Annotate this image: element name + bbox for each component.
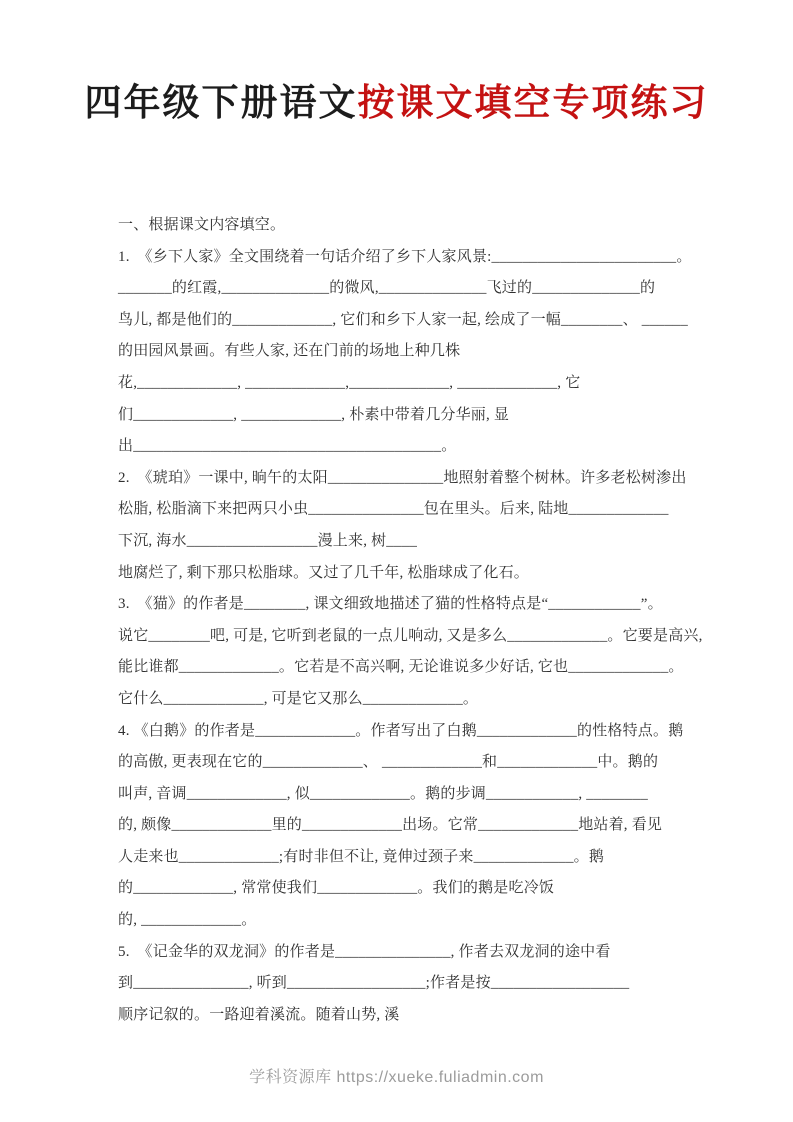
worksheet-line-14: 能比谁都_____________。它若是不高兴啊, 无论谁说多少好话, 它也_____________。: [118, 659, 684, 676]
worksheet-line-12: 3. 《猫》的作者是________, 课文细致地描述了猫的性格特点是“____________”。: [118, 596, 663, 613]
worksheet-line-19: 的, 颇像_____________里的_____________出场。它常_____________地站着, 看见: [118, 817, 663, 834]
worksheet-line-5: 花,_____________, _____________,_____________, _____________, 它: [118, 374, 581, 391]
worksheet-line-6: 们_____________, _____________, 朴素中带着几分华丽, 显: [118, 406, 510, 423]
worksheet-line-13: 说它________吧, 可是, 它听到老鼠的一点儿响动, 又是多么_____________。它要是高兴,: [118, 627, 703, 644]
worksheet-line-18: 叫声, 音调_____________, 似_____________。鹅的步调____________, ________: [118, 785, 648, 802]
worksheet-line-4: 的田园风景画。有些人家, 还在门前的场地上种几株: [118, 343, 461, 360]
worksheet-line-1: 1. 《乡下人家》全文围绕着一句话介绍了乡下人家风景:________________________。: [118, 248, 692, 265]
footer-text: 学科资源库 https://xueke.fuliadmin.com: [249, 1069, 544, 1086]
worksheet-line-22: 的, _____________。: [118, 912, 257, 929]
worksheet-body: [118, 210, 703, 1031]
worksheet-line-25: 顺序记叙的。一路迎着溪流。随着山势, 溪: [118, 1006, 400, 1023]
worksheet-line-2: _______的红霞,______________的微风,______________飞过的______________的: [118, 280, 656, 297]
worksheet-line-15: 它什么_____________, 可是它又那么_____________。: [118, 690, 479, 707]
worksheet-line-20: 人走来也_____________;有时非但不让, 竟伸过颈子来_____________。鹅: [118, 848, 605, 865]
worksheet-line-11: 地腐烂了, 剩下那只松脂球。又过了几千年, 松脂球成了化石。: [118, 564, 530, 581]
worksheet-line-24: 到_______________, 听到__________________;作者是按__________________: [118, 975, 630, 992]
worksheet-line-10: 下沉, 海水_________________漫上来, 树____: [118, 532, 418, 549]
page-title-red-part: 按课文填空专项练习: [357, 82, 709, 123]
section-heading: 一、根据课文内容填空。: [118, 217, 286, 233]
page-title-black-part: 四年级下册语文: [84, 82, 358, 123]
worksheet-line-8: 2. 《琥珀》一课中, 晌午的太阳_______________地照射着整个树林。许多老松树渗出: [118, 469, 687, 486]
worksheet-line-9: 松脂, 松脂滴下来把两只小虫_______________包在里头。后来, 陆地_____________: [118, 501, 669, 518]
footer-watermark: [0, 1064, 793, 1087]
worksheet-line-17: 的高傲, 更表现在它的_____________、 _____________和_____________中。鹅的: [118, 754, 659, 771]
worksheet-line-7: 出________________________________________。: [118, 438, 457, 455]
worksheet-line-16: 4. 《白鹅》的作者是_____________。作者写出了白鹅_____________的性格特点。鹅: [118, 722, 684, 739]
page-title: [0, 72, 793, 126]
worksheet-line-23: 5. 《记金华的双龙洞》的作者是_______________, 作者去双龙洞的途中看: [118, 943, 611, 960]
worksheet-line-3: 鸟儿, 都是他们的_____________, 它们和乡下人家一起, 绘成了一幅________、 ______: [118, 311, 688, 328]
worksheet-line-21: 的_____________, 常常使我们_____________。我们的鹅是吃冷饭: [118, 880, 555, 897]
